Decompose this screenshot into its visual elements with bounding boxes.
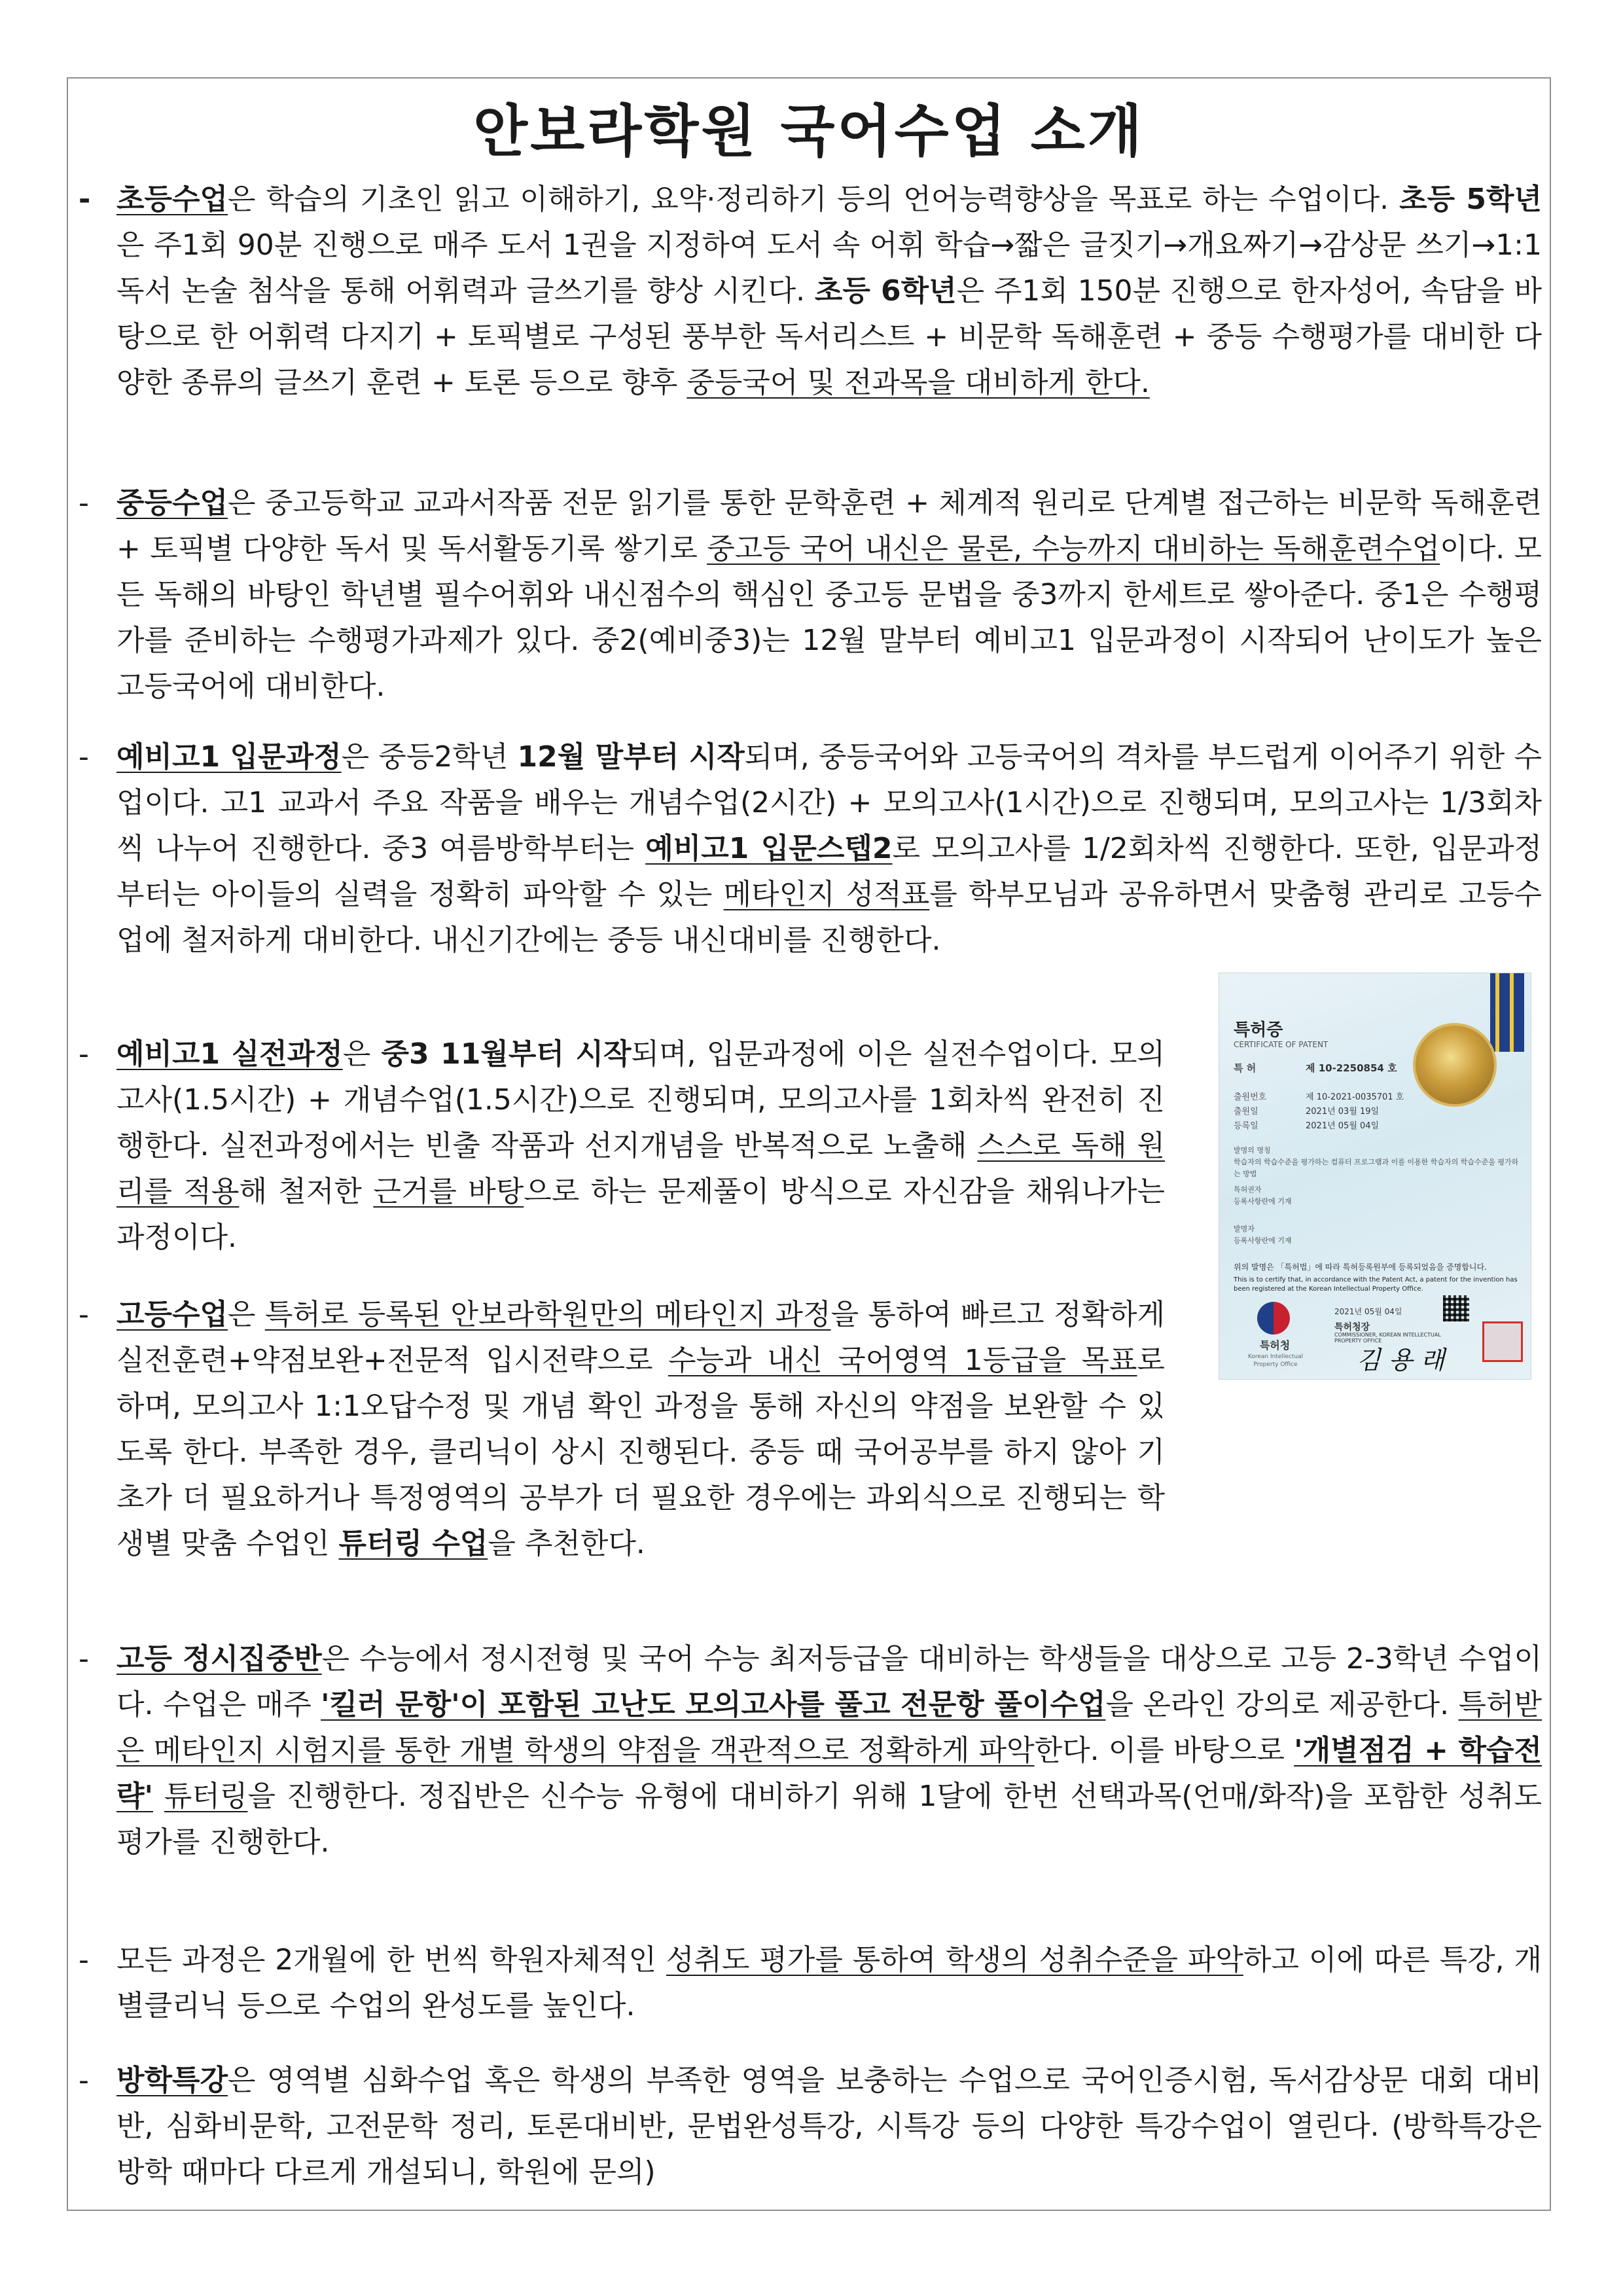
bullet-dash: - [79,486,89,520]
section-vacation [79,2058,1542,2195]
section-high-regular [79,1636,1542,1865]
page-title: 안보라학원 국어수업 소개 [473,99,1145,164]
certificate-row [1234,1119,1379,1131]
certificate-statement-en: This is to certify that, in accordance with the Patent Act, a patent for the invention has been registered at the Korean Intellectual Property Office. [1234,1276,1518,1293]
section-text: 은 중고등학교 교과서작품 전문 읽기를 통한 문학훈련 + 체계적 원리로 단계별 접근하는 비문학 독해훈련 + 토픽별 다양한 독서 및 독서활동기록 쌓기로 [116,486,1542,565]
bold-underlined-text: '개별점검 + 학습전략' [116,1734,1542,1813]
underlined-text: 특허받은 메타인지 시험지를 통한 개별 학생의 약점을 객관적으로 정확하게 파악 [116,1688,1542,1767]
gold-seal-icon [1416,1026,1494,1104]
section-text: 이다. 모든 독해의 바탕인 학년별 필수어휘와 내신점수의 핵심인 중고등 문법을 중3까지 한세트로 쌓아준다. 중1은 수행평가를 준비하는 수행평가과제가 있다. 중2(예비중3)는 12월 말부터 예비고1 입문과정이 시작되어 난이도가 높은 고등국어에 대비한다. [116,532,1543,703]
bold-underlined-text: '킬러 문항'이 포함된 고난도 모의고사를 풀고 전문항 풀이수업 [321,1688,1106,1721]
section-heading: 중등수업 [116,486,228,520]
commissioner-ko: 특허청장 [1334,1322,1370,1333]
bold-underlined-text: 예비고1 입문스텝2 [645,832,893,865]
patent-number-row [1234,1061,1397,1075]
section-text: 를 학부모님과 공유하면서 맞춤형 관리로 고등수업에 철저하게 대비한다. 내신기간에는 중등 내신대비를 진행한다. [116,878,1543,957]
section-text: 을 진행한다. 정집반은 신수능 유형에 대비하기 위해 1달에 한번 선택과목(언매/화작)을 포함한 성취도평가를 진행한다. [116,1780,1542,1859]
bullet-dash: - [79,740,89,774]
section-text [153,1780,164,1813]
section-text: 해 철저한 [239,1175,374,1208]
section-pre-high-practice [79,1031,1165,1261]
bullet-dash: - [79,1642,89,1676]
section-text: 은 중등2학년 [341,740,518,774]
invention-title: 학습자의 학습수준을 평가하는 컴퓨터 프로그램과 이를 이용한 학습자의 학습수준을 평가하는 방법 [1234,1158,1519,1178]
section-text: 로 모의고사를 1/2회차씩 진행한다. 또한, 입문과정부터는 아이들의 실력을 정확히 파악할 수 있는 [116,832,1543,911]
section-text: 로 하며, 모의고사 1:1오답수정 및 개념 확인 과정을 통해 자신의 약점을 보완할 수 있도록 한다. 부족한 경우, 클리닉이 상시 진행된다. 중등 때 국어공부를 하지 않아 기초가 더 필요하거나 특정영역의 공부가 더 필요한 경우에는 과외식으로 진행되는 학생별 맞춤 수업인 [116,1344,1165,1560]
section-heading: 방학특강 [116,2064,228,2097]
section-text: 한다. 이를 바탕으로 [1034,1734,1294,1767]
section-text: 은 [342,1037,382,1071]
underlined-text: 메타인지 성적표 [723,878,930,911]
section-text: 은 학습의 기초인 읽고 이해하기, 요약·정리하기 등의 언어능력향상을 목표로 하는 수업이다. [228,183,1400,216]
section-text: 되며, 중등국어와 고등국어의 격차를 부드럽게 이어주기 위한 수업이다. 고1 교과서 주요 작품을 배우는 개념수업(2시간) + 모의고사(1시간)으로 진행되며, 모의고사는 1/3회차씩 나누어 진행한다. 중3 여름방학부터는 [116,740,1542,865]
grade-6-heading: 초등 6학년 [814,274,957,308]
ribbon-decoration [1490,973,1524,1052]
underlined-text: 스스로 독해 원리를 적용 [116,1129,1166,1208]
bold-underlined-text: 튜터링 수업 [338,1527,488,1560]
section-text: 하고 이에 따른 특강, 개별클리닉 등으로 수업의 완성도를 높인다. [116,1943,1543,2022]
bold-text: 12월 말부터 시작 [517,740,745,774]
certificate-title: 특허증 [1234,1020,1283,1040]
bullet-dash: - [79,1037,89,1071]
section-text: 되며, 입문과정에 이은 실전수업이다. 모의고사(1.5시간) + 개념수업(1.5시간)으로 진행되며, 모의고사를 1회차씩 완전히 진행한다. 실전과정에서는 빈출 작품과 선지개념을 반복적으로 노출해 [116,1037,1165,1162]
underlined-text: 수능과 내신 국어영역 1등급을 목표 [668,1344,1137,1377]
underlined-text: 튜터링 [164,1780,248,1813]
row-value: 2021년 03월 19일 [1306,1107,1380,1117]
section-heading: 예비고1 실전과정 [116,1037,343,1071]
section-heading: 고등 정시집중반 [116,1642,322,1676]
grade-5-heading: 초등 5학년 [1399,183,1543,216]
underlined-text: 성취도 평가를 통하여 학생의 성취수준을 파악 [666,1943,1243,1977]
official-stamp-icon [1482,1321,1523,1362]
section-high [79,1292,1165,1567]
row-key: 출원번호 [1234,1092,1267,1102]
section-pre-high-intro [79,734,1542,963]
section-all-courses [79,1937,1542,2029]
holder-label: 특허권자 [1234,1185,1262,1194]
certificate-row [1234,1104,1379,1117]
bullet-dash: - [79,2064,89,2097]
inventor-value: 등록사항란에 기재 [1234,1236,1292,1245]
bullet-dash: - [79,183,91,216]
commissioner-signature: 김 용 래 [1357,1346,1445,1374]
underlined-text: 중고등 국어 내신은 물론, 수능까지 대비하는 독해훈련수업 [707,532,1440,565]
section-text: 은 수능에서 정시전형 및 국어 수능 최저등급을 대비하는 학생들을 대상으로 고등 2-3학년 수업이다. 수업은 매주 [116,1642,1542,1721]
section-heading: 초등수업 [116,183,228,216]
bold-text: 중3 11월부터 시작 [381,1037,632,1071]
certificate-subtitle: CERTIFICATE OF PATENT [1234,1040,1329,1049]
row-key: 등록일 [1234,1121,1258,1131]
patent-number: 제 10-2250854 호 [1306,1062,1397,1074]
kipo-emblem-icon [1257,1302,1290,1335]
section-elementary [79,177,1542,406]
section-text: 으로 하는 문제풀이 방식으로 자신감을 채워나가는 과정이다. [116,1175,1165,1254]
commissioner-en: COMMISSIONER, KOREAN INTELLECTUAL PROPERTY OFFICE [1334,1332,1441,1344]
section-text: 모든 과정은 2개월에 한 번씩 학원자체적인 [116,1943,666,1977]
section-text: 은 [228,1298,265,1331]
patent-certificate-image [1219,973,1531,1380]
inventor-label: 발명자 [1234,1225,1255,1233]
section-middle [79,480,1542,709]
underlined-text: 중등국어 및 전과목을 대비하게 한다. [687,366,1150,399]
document-page [67,77,1551,2211]
certificate-row [1234,1090,1404,1102]
certificate-statement-ko: 위의 발명은 「특허법」에 따라 특허등록원부에 등록되었음을 증명합니다. [1234,1263,1487,1272]
certificate-date: 2021년 05월 04일 [1334,1307,1402,1316]
patent-label: 특 허 [1234,1062,1257,1074]
office-name-ko: 특허청 [1259,1339,1291,1352]
row-key: 출원일 [1234,1107,1258,1117]
section-text: 을 온라인 강의로 제공한다. [1105,1688,1459,1721]
office-name-en: Korean Intellectual Property Office [1247,1354,1304,1368]
bullet-dash: - [79,1943,89,1977]
holder-value: 등록사항란에 기재 [1234,1197,1292,1206]
bullet-dash: - [79,1298,89,1331]
section-text: 은 주1회 90분 진행으로 매주 도서 1권을 지정하여 도서 속 어휘 학습→짧은 글짓기→개요짜기→감상문 쓰기→1:1 독서 논술 첨삭을 통해 어휘력과 글쓰기를 향상 시킨다. [116,228,1542,308]
section-text: 을 추천한다. [488,1527,645,1560]
row-value: 2021년 05월 04일 [1306,1121,1380,1131]
section-text: 은 주1회 150분 진행으로 한자성어, 속담을 바탕으로 한 어휘력 다지기 + 토픽별로 구성된 풍부한 독서리스트 + 비문학 독해훈련 + 중등 수행평가를 대비한 다양한 종류의 글쓰기 훈련 + 토론 등으로 향후 [116,274,1543,399]
section-heading: 예비고1 입문과정 [116,740,342,774]
section-text: 을 통하여 빠르고 정확하게 실전훈련+약점보완+전문적 입시전략으로 [116,1298,1165,1377]
section-heading: 고등수업 [116,1298,228,1331]
underlined-text: 특허로 등록된 안보라학원만의 메타인지 과정 [264,1298,831,1331]
underlined-text: 근거를 바탕 [373,1175,524,1208]
invention-label: 발명의 명칭 [1234,1146,1271,1155]
qr-code-icon [1443,1295,1469,1321]
section-text: 은 영역별 심화수업 혹은 학생의 부족한 영역을 보충하는 수업으로 국어인증시험, 독서감상문 대회 대비반, 심화비문학, 고전문학 정리, 토론대비반, 문법완성특강, 시특강 등의 다양한 특강수업이 열린다. (방학특강은 방학 때마다 다르게 개설되니, 학원에 문의) [116,2064,1542,2189]
row-value: 제 10-2021-0035701 호 [1306,1092,1404,1102]
